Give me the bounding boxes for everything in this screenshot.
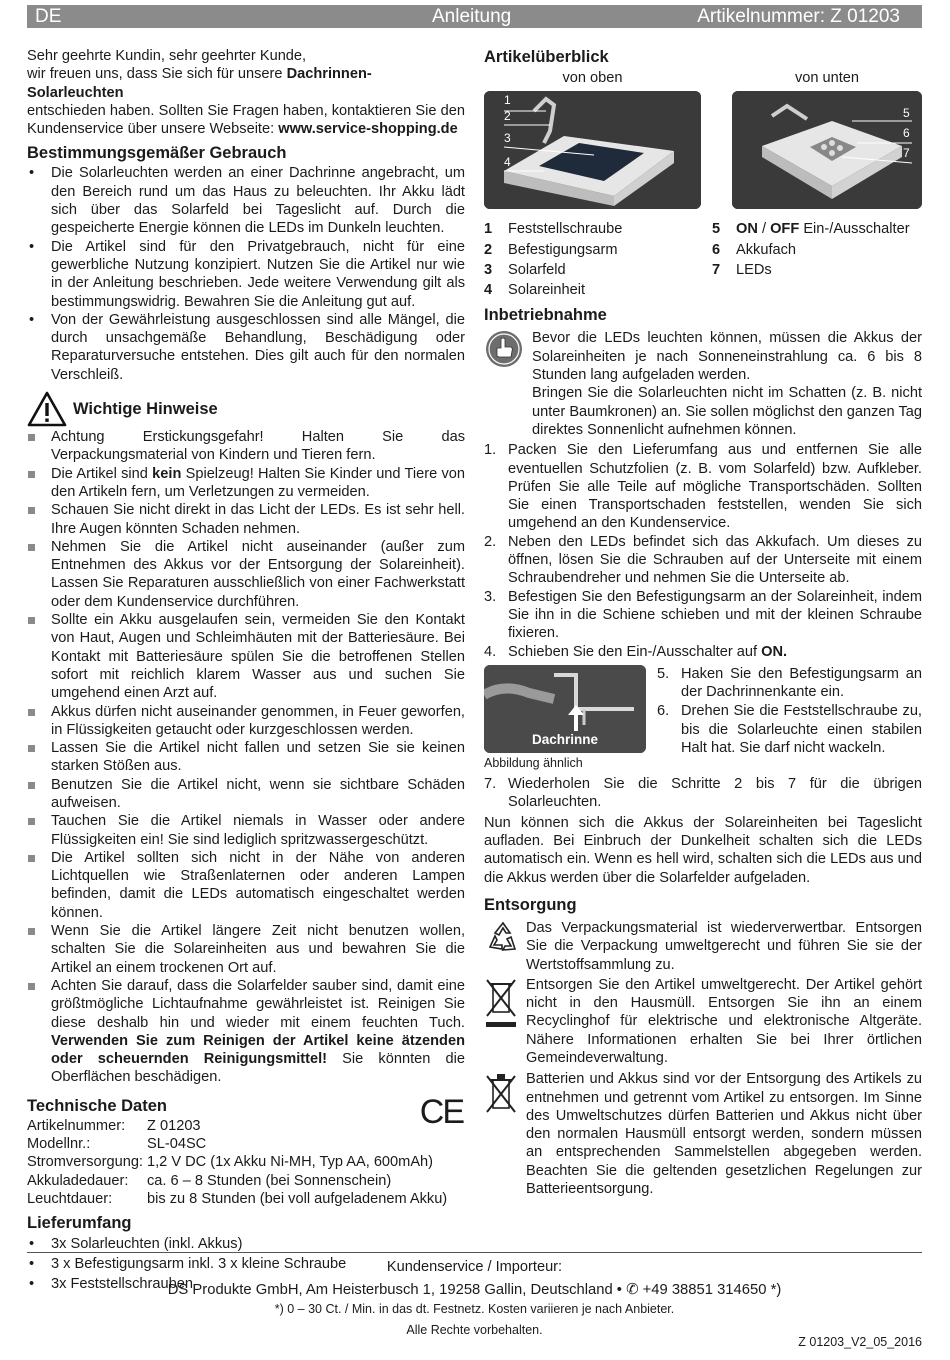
disposal-heading: Entsorgung <box>484 895 577 914</box>
list-item: Die Artikel sind kein Spielzeug! Halten Sie Kinder und Tiere von den Artikeln fern, um Verletzungen zu vermeiden. <box>27 465 465 502</box>
list-item: Akkus dürfen nicht auseinander genommen, in Feuer geworfen, in Flüssigkeiten getaucht oder kurzgeschlossen werden. <box>27 703 465 740</box>
crossed-bin-icon <box>484 976 518 1032</box>
start-steps <box>484 441 922 661</box>
recycling-icon <box>484 919 522 957</box>
list-item: Nehmen Sie die Artikel nicht auseinander (außer zum Entnehmen des Akkus vor der Entsorgung der Solareinheit). Lassen Sie Reparaturen ausschließlich von einer Fachwerkstatt oder dem Kundenservice durchführen. <box>27 538 465 611</box>
table-row: Artikelnummer: Z 01203 <box>27 1117 201 1134</box>
callout-2: 2 <box>504 109 511 124</box>
list-item: Sollte ein Akku ausgelaufen sein, vermeiden Sie den Kontakt von Haut, Augen und Schleimhäuten mit der Batteriesäure. Bei Kontakt mit Batteriesäure spülen Sie die betroffenen Stellen sofort mit reichlich klarem Wasser aus und suchen Sie umgehend einen Arzt auf. <box>27 611 465 702</box>
list-item: • 3 x Befestigungsarm inkl. 3 x kleine Schraube <box>27 1254 465 1274</box>
delivery-heading: Lieferumfang <box>27 1214 132 1233</box>
intro-text: Sehr geehrte Kundin, sehr geehrter Kunde, wir freuen uns, dass Sie sich für unsere Dachrinnen-Solarleuchten entschieden haben. Sollten Sie Fragen haben, kontaktieren Sie den Kundenservice über unsere Webseite: www.service-shopping.de <box>27 48 465 138</box>
view-top-label: von oben <box>562 70 623 86</box>
list-item: 3. Befestigen Sie den Befestigungsarm an der Solareinheit, indem Sie ihn in die Schiene schieben und mit der kleinen Schraube fixieren. <box>484 588 922 642</box>
warnings-header <box>27 390 465 428</box>
list-item: • 3x Solarleuchten (inkl. Akkus) <box>27 1234 465 1254</box>
list-item: 1. Packen Sie den Lieferumfang aus und entfernen Sie alle eventuellen Schutzfolien (z. B. vom Solarfeld) bzw. Aufkleber. Prüfen Sie alle Teile auf mögliche Transportschäden. Sollten Sie einen Transportschaden feststellen, wenden Sie sich umgehend an den Kundenservice. <box>484 442 922 532</box>
final-step <box>484 775 922 812</box>
document-code: Z 01203_V2_05_2016 <box>798 1335 922 1349</box>
list-item: Lassen Sie die Artikel nicht fallen und setzen Sie sie keinen starken Stößen aus. <box>27 739 465 776</box>
header-title: Anleitung <box>432 6 512 27</box>
callout-6: 6 <box>903 126 910 141</box>
hand-hint-icon <box>484 329 524 369</box>
footer-address: DS Produkte GmbH, Am Heisterbusch 1, 19258 Gallin, Deutschland • ✆ +49 38851 314650 *) <box>167 1282 782 1298</box>
table-row: Akkuladedauer: ca. 6 – 8 Stunden (bei Sonnenschein) <box>27 1172 392 1189</box>
product-top-image <box>484 91 701 209</box>
callout-1: 1 <box>504 93 511 108</box>
callout-5: 5 <box>903 106 910 121</box>
list-item: Die Artikel sollten sich nicht in der Nähe von anderen Lichtquellen wie Straßenlaternen oder anderen Lampen befinden, damit die LEDs automatisch eingeschaltet werden können. <box>27 849 465 922</box>
view-bottom-label: von unten <box>794 70 860 86</box>
warning-icon <box>27 391 67 427</box>
usage-list <box>27 164 465 384</box>
footer-service-label: Kundenservice / Importeur: <box>386 1259 563 1275</box>
table-row: Modellnr.: SL-04SC <box>27 1136 207 1153</box>
callout-7: 7 <box>903 146 910 161</box>
service-url[interactable]: www.service-shopping.de <box>278 121 458 138</box>
warnings-list <box>27 428 465 1087</box>
article-number: Artikelnummer: Z 01203 <box>697 6 900 27</box>
start-note: Bevor die LEDs leuchten können, müssen die Akkus der Solareinheiten je nach Sonneneinstrahlung ca. 6 bis 8 Stunden lang aufgeladen werden. Bringen Sie die Solarleuchten nicht im Schatten (z. B. nicht unter Baumkronen) an. Sie sollen möglichst den ganzen Tag direktes Sonnenlicht aufnehmen können. <box>484 329 922 439</box>
footer-rights: Alle Rechte vorbehalten. <box>406 1323 543 1337</box>
disposal-batteries: Batterien und Akkus sind vor der Entsorgung des Artikels zu entnehmen und getrennt vom Artikel zu entsorgen. Im Sinne des Umweltschutzes dürfen Batterien und Akkus nicht über den normalen Hausmüll entsorgt werden, sondern müssen an entsprechenden Sammelstellen abgegeben werden. Beachten Sie die geltenden gesetzlichen Regelungen zur Batterieentsorgung. <box>484 1070 922 1198</box>
parts-legend: 1 Feststellschraube 2 Befestigungsarm 3 Solarfeld 4 Solareinheit 5 ON / OFF Ein-/Ausschalter 6 Akkufach 7 LEDs <box>484 221 910 299</box>
list-item: • 3x Feststellschrauben <box>27 1274 465 1294</box>
list-item: Achten Sie darauf, dass die Solarfelder sauber sind, damit eine größtmögliche Lichtaufnahme gewährleistet ist. Reinigen Sie diese deshalb hin und wieder mit einem feuchten Tuch. Verwenden Sie zum Reinigen der Artikel keine ätzenden oder scheuernden Reinigungsmittel! Sie könnten die Oberflächen beschädigen. <box>27 977 465 1087</box>
disposal-packaging: Das Verpackungsmaterial ist wiederverwertbar. Entsorgen Sie die Verpackung umweltgerecht und führen Sie sie der Wertstoffsammlung zu. <box>484 919 922 974</box>
list-item: 7. Wiederholen Sie die Schritte 2 bis 7 für die übrigen Solarleuchten. <box>484 776 922 811</box>
image-caption: Abbildung ähnlich <box>484 755 583 770</box>
mount-image <box>484 665 646 753</box>
header-bar <box>27 5 922 28</box>
list-item: Tauchen Sie die Artikel niemals in Wasser oder andere Flüssigkeiten ein! Sie sind lediglich spritzwassergeschützt. <box>27 812 465 849</box>
list-item: Achtung Erstickungsgefahr! Halten Sie das Verpackungsmaterial von Kindern und Tieren fern. <box>27 428 465 465</box>
list-item: • Von der Gewährleistung ausgeschlossen sind alle Mängel, die durch unsachgemäße Behandlung, Beschädigung oder Reparaturversuche entstehen. Dies gilt auch für den normalen Verschleiß. <box>27 311 465 384</box>
list-item: 2. Neben den LEDs befindet sich das Akkufach. Um dieses zu öffnen, lösen Sie die Schrauben auf der Unterseite mit einem Schraubendreher und nehmen Sie die Unterseite ab. <box>484 533 922 587</box>
mount-steps <box>657 665 922 772</box>
product-bottom-image <box>732 91 922 209</box>
tech-table <box>27 1117 447 1208</box>
overview-heading: Artikelüberblick <box>484 48 609 66</box>
final-paragraph: Nun können sich die Akkus der Solareinheiten bei Tageslicht aufladen. Bei Einbruch der Dunkelheit schalten sich die LEDs automatisch ein. Wenn es hell wird, schalten sich die LEDs aus und die Akkus werden über die Solarfelder aufgeladen. <box>484 814 922 886</box>
list-item: 5. Haken Sie den Befestigungsarm an der Dachrinnenkante ein. <box>657 665 922 701</box>
list-item: 6. Drehen Sie die Feststellschraube zu, bis die Solarleuchte einen stabilen Halt hat. Sie darf nicht wackeln. <box>657 703 922 757</box>
tech-heading: Technische Daten <box>27 1096 167 1115</box>
callout-4: 4 <box>504 155 511 170</box>
right-column <box>484 47 922 1198</box>
list-item: • Die Solarleuchten werden an einer Dachrinne angebracht, um den Bereich rund um das Haus zu beleuchten. Ihr Akku lädt sich über das Solarfeld bei Tageslicht auf. Durch die gespeicherte Energie können die LEDs im Dunkeln leuchten. <box>27 164 465 237</box>
table-row: Leuchtdauer: bis zu 8 Stunden (bei voll aufgeladenem Akku) <box>27 1190 448 1207</box>
list-item: Benutzen Sie die Artikel nicht, wenn sie sichtbare Schäden aufweisen. <box>27 776 465 813</box>
disposal-weee: Entsorgen Sie den Artikel umweltgerecht. Der Artikel gehört nicht in den Hausmüll. Entsorgen Sie ihn an einem Recyclinghof für elektrische und elektronische Altgeräte. Nähere Informationen erhalten Sie bei Ihrer örtlichen Gemeindeverwaltung. <box>484 976 922 1067</box>
gutter-label: Dachrinne <box>531 731 599 747</box>
tech-section <box>27 1092 465 1208</box>
footer-cost-note: *) 0 – 30 Ct. / Min. in das dt. Festnetz. Kosten variieren je nach Anbieter. <box>274 1302 675 1316</box>
language-code: DE <box>35 6 62 27</box>
usage-heading: Bestimmungsgemäßer Gebrauch <box>27 144 287 163</box>
list-item: • Die Artikel sind für den Privatgebrauch, nicht für eine gewerbliche Nutzung konzipiert. Nutzen Sie die Artikel nur wie in der Anleitung beschrieben. Jede weitere Verwendung gilt als bestimmungswidrig. Bewahren Sie die Anleitung gut auf. <box>27 238 465 311</box>
list-item: Schauen Sie nicht direkt in das Licht der LEDs. Es ist sehr hell. Ihre Augen könnten Schaden nehmen. <box>27 501 465 538</box>
battery-disposal-icon <box>484 1070 518 1118</box>
mount-block <box>484 665 922 772</box>
warnings-heading: Wichtige Hinweise <box>73 399 218 418</box>
table-row: Stromversorgung: 1,2 V DC (1x Akku Ni-MH, Typ AA, 600mAh) <box>27 1154 434 1171</box>
footer-divider <box>27 1252 922 1253</box>
left-column <box>27 47 465 1294</box>
callout-3: 3 <box>504 131 511 146</box>
list-item: 4. Schieben Sie den Ein-/Ausschalter auf ON. <box>484 643 788 660</box>
start-heading: Inbetriebnahme <box>484 306 607 325</box>
ce-mark-icon: CE <box>419 1092 463 1131</box>
list-item: Wenn Sie die Artikel längere Zeit nicht benutzen wollen, schalten Sie die Solareinheiten aus und bewahren Sie die Artikel an einem trockenen Ort auf. <box>27 922 465 977</box>
